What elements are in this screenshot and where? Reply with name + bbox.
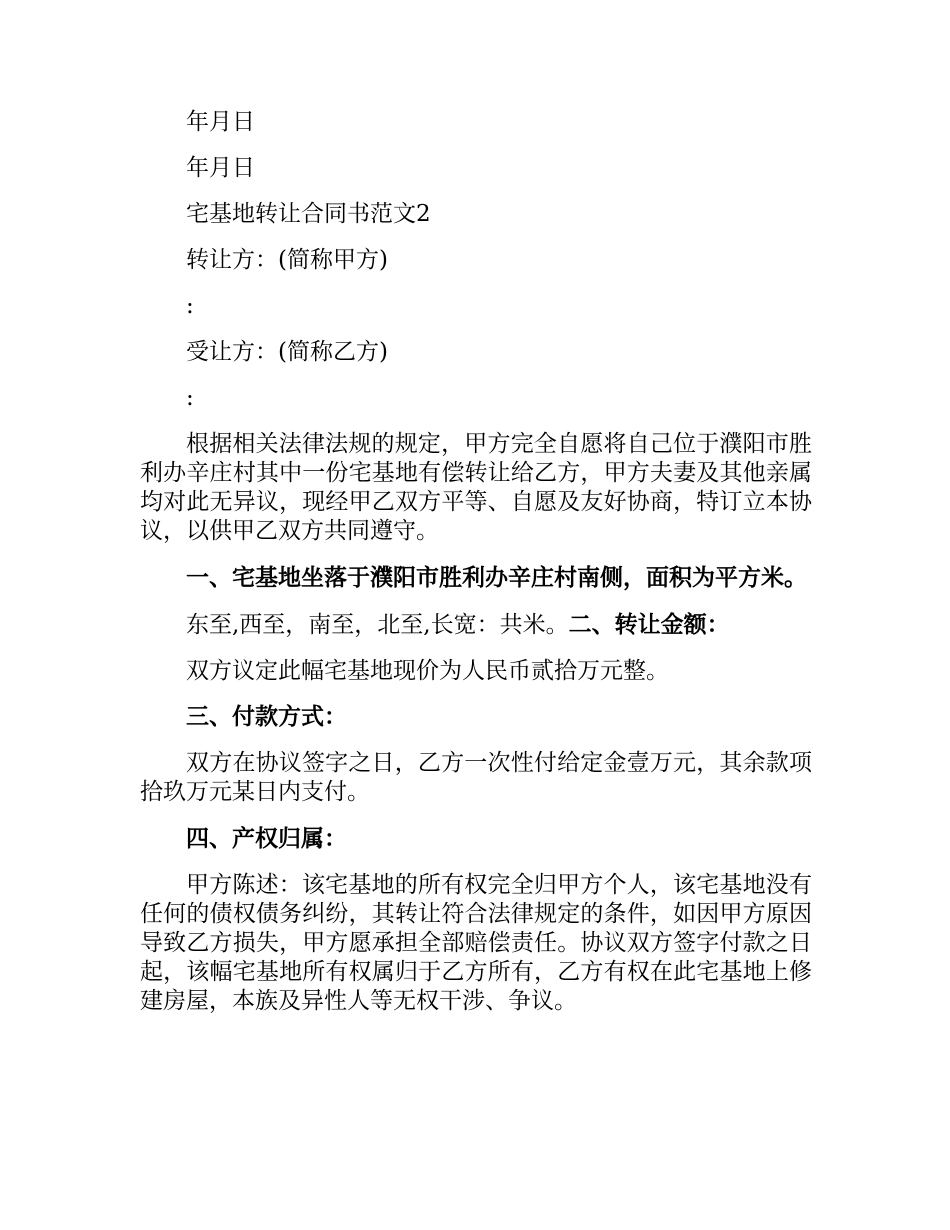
date-line-1: 年月日 xyxy=(186,109,255,135)
boundaries-line xyxy=(140,611,812,639)
document-title: 宅基地转让合同书范文2 xyxy=(186,201,431,227)
payment-paragraph: 双方在协议签字之日，乙方一次性付给定金壹万元，其余款项拾玖万元某日内支付。 xyxy=(140,750,812,805)
date-line-2: 年月日 xyxy=(186,155,255,181)
document-page xyxy=(140,108,812,1034)
section1-heading: 一、宅基地坐落于濮阳市胜利办辛庄村南侧，面积为平方米。 xyxy=(186,565,807,591)
transferor-line: 转让方：(简称甲方) xyxy=(186,247,388,273)
colon-line-1: : xyxy=(186,293,194,319)
ownership-paragraph: 甲方陈述：该宅基地的所有权完全归甲方个人，该宅基地没有任何的债权债务纠纷，其转让符合法律规定的条件，如因甲方原因导致乙方损失，甲方愿承担全部赔偿责任。协议双方签字付款之日起，该幅宅基地所有权属归于乙方所有，乙方有权在此宅基地上修建房屋，本族及异性人等无权干涉、争议。 xyxy=(140,872,812,1014)
intro-paragraph: 根据相关法律法规的规定，甲方完全自愿将自己位于濮阳市胜利办辛庄村其中一份宅基地有偿转让给乙方，甲方夫妻及其他亲属均对此无异议，现经甲乙双方平等、自愿及友好协商，特订立本协议，以供甲乙双方共同遵守。 xyxy=(140,431,812,544)
colon-line-2: : xyxy=(186,385,194,411)
section2-heading: 二、转让金额： xyxy=(568,612,730,638)
price-line: 双方议定此幅宅基地现价为人民币贰拾万元整。 xyxy=(186,658,669,684)
section3-heading: 三、付款方式： xyxy=(186,704,347,730)
section4-heading: 四、产权归属： xyxy=(186,826,347,852)
transferee-line: 受让方：(简称乙方) xyxy=(186,339,388,365)
boundaries-text: 东至,西至，南至，北至,长宽：共米。 xyxy=(186,612,569,638)
